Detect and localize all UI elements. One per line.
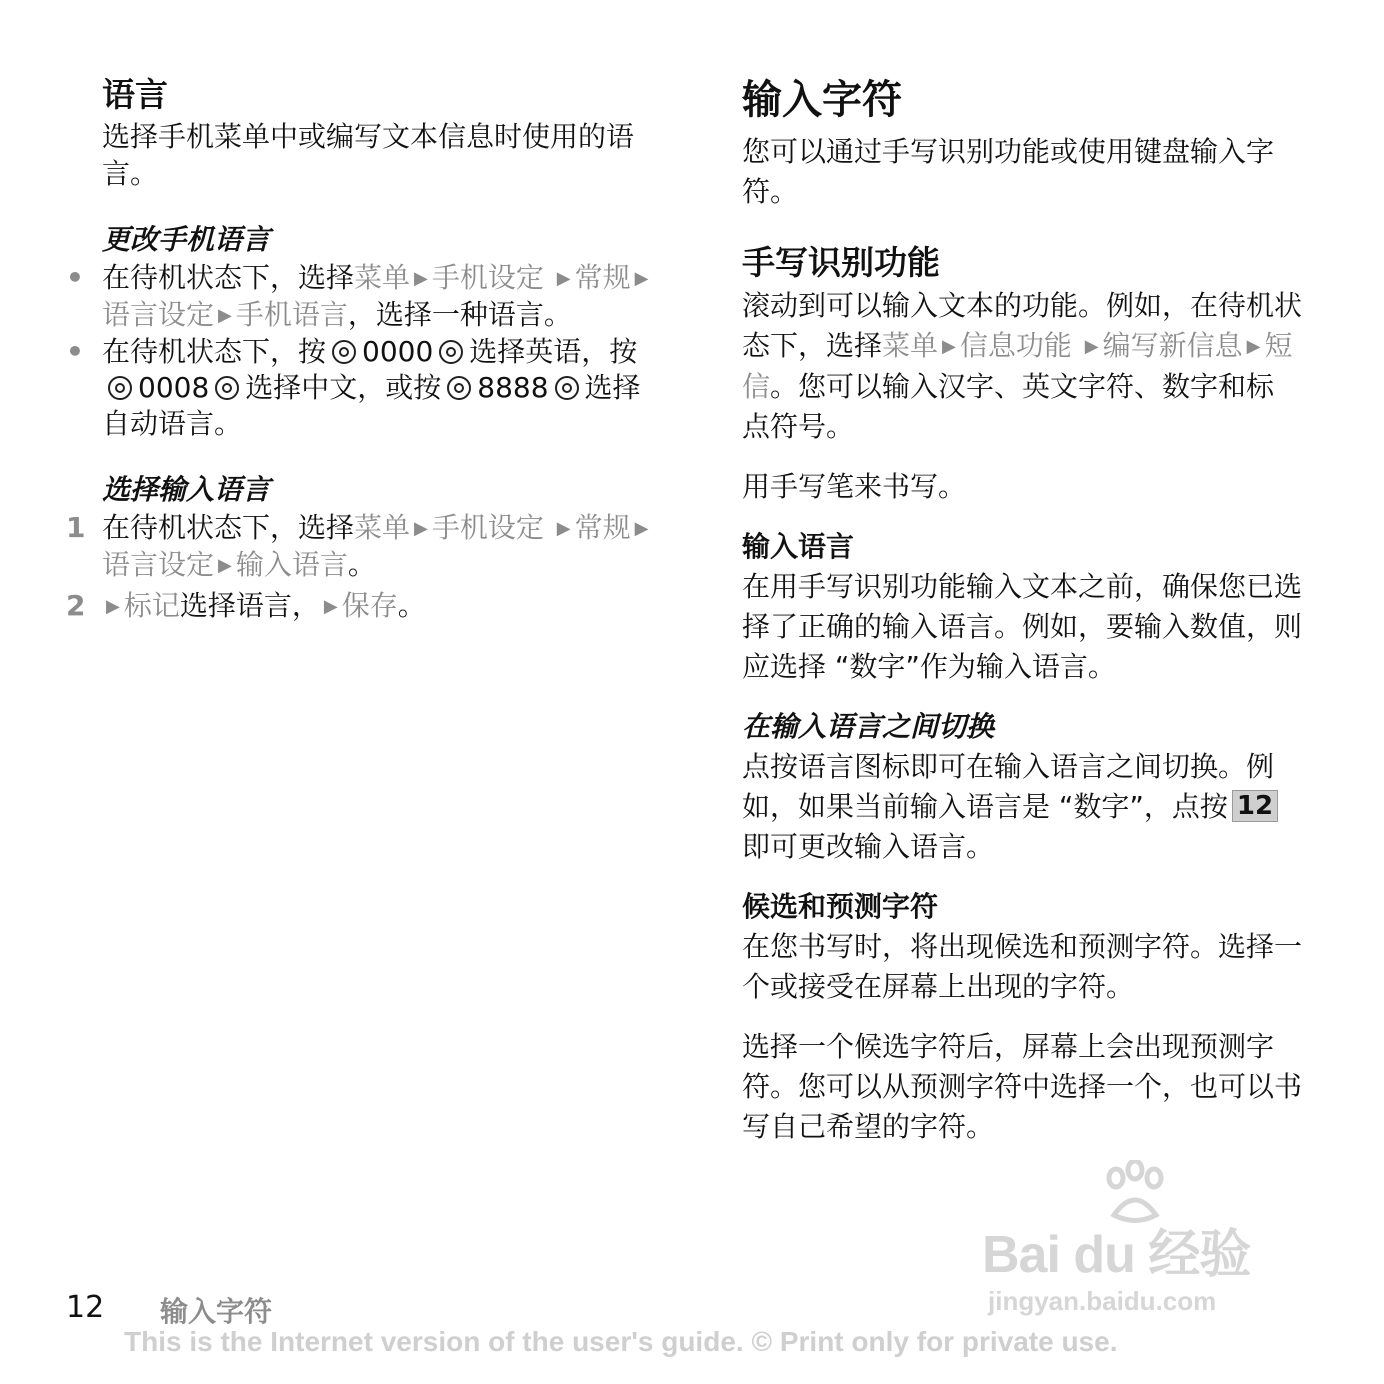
watermark-url: jingyan.baidu.com bbox=[988, 1286, 1217, 1316]
menu-path-item: 手机设定 bbox=[431, 261, 544, 294]
bullet-icon: • bbox=[66, 335, 84, 368]
menu-path-item: 短信 bbox=[742, 329, 1293, 403]
baidu-watermark bbox=[982, 1160, 1312, 1320]
navigation-key-icon bbox=[108, 376, 132, 400]
menu-path-item: 手机设定 bbox=[431, 511, 544, 544]
page-number: 12 bbox=[66, 1290, 105, 1325]
navigation-key-icon bbox=[555, 376, 579, 400]
arrow-right-icon: ▶ bbox=[106, 596, 120, 617]
candidate-paragraph-2: 选择一个候选字符后，屏幕上会出现预测字符。您可以从预测字符中选择一个，也可以书写自己希望的字符。 bbox=[742, 1030, 1303, 1143]
step-number: 2 bbox=[66, 589, 86, 622]
navigation-key-icon bbox=[439, 340, 463, 364]
input-language-title: 输入语言 bbox=[742, 530, 855, 563]
watermark-logo-text: Bai du 经验 bbox=[982, 1226, 1251, 1284]
list-item: • 在待机状态下，选择菜单 ▶ 手机设定 ▶ 常规 ▶语言设定 ▶ 手机语言，选择一种语言。 bbox=[66, 261, 649, 331]
navigation-key-icon bbox=[215, 376, 239, 400]
navigation-key-icon bbox=[447, 376, 471, 400]
arrow-right-icon: ▶ bbox=[414, 268, 428, 289]
subsection-title-input-language: 选择输入语言 bbox=[102, 473, 271, 506]
left-column bbox=[66, 72, 662, 625]
menu-path-item: 菜单 bbox=[354, 511, 411, 544]
menu-path-item: 标记 bbox=[123, 589, 180, 622]
list-item: • 在待机状态下，按 0000 选择英语，按0008 选择中文，或按 8888 选择自动语言。 bbox=[66, 335, 641, 440]
menu-path-item: 语言设定 bbox=[102, 298, 215, 331]
right-column bbox=[742, 72, 1302, 1147]
title-intro: 您可以通过手写识别功能或使用键盘输入字符。 bbox=[742, 135, 1275, 208]
step-number: 1 bbox=[66, 511, 86, 544]
arrow-right-icon: ▶ bbox=[218, 555, 232, 576]
arrow-right-icon: ▶ bbox=[556, 268, 571, 289]
footer-chapter-title: 输入字符 bbox=[160, 1295, 273, 1328]
menu-path-item: 常规 bbox=[574, 511, 631, 544]
arrow-right-icon: ▶ bbox=[323, 596, 338, 617]
handwriting-paragraph: 滚动到可以输入文本的功能。例如，在待机状态下，选择菜单 ▶ 信息功能 ▶ 编写新信息 ▶ 短信。您可以输入汉字、英文字符、数字和标点符号。 bbox=[742, 289, 1303, 443]
menu-path-item: 菜单 bbox=[354, 261, 411, 294]
input-language-paragraph: 在用手写识别功能输入文本之前，确保您已选择了正确的输入语言。例如，要输入数值，则应选择 “数字”作为输入语言。 bbox=[742, 570, 1303, 683]
menu-path-item: 输入语言 bbox=[235, 548, 348, 581]
list-item: 2 ▶ 标记选择语言， ▶ 保存。 bbox=[66, 589, 426, 622]
arrow-right-icon: ▶ bbox=[556, 518, 571, 539]
section-title: 语言 bbox=[102, 75, 168, 114]
bullet-icon: • bbox=[66, 261, 84, 294]
footer-disclaimer: This is the Internet version of the user's guide. © Print only for private use. bbox=[124, 1326, 1118, 1357]
menu-path-item: 语言设定 bbox=[102, 548, 215, 581]
arrow-right-icon: ▶ bbox=[414, 518, 428, 539]
candidate-paragraph-1: 在您书写时，将出现候选和预测字符。选择一个或接受在屏幕上出现的字符。 bbox=[742, 930, 1303, 1003]
switch-language-title: 在输入语言之间切换 bbox=[742, 710, 995, 743]
numbered-list bbox=[66, 510, 662, 625]
arrow-right-icon: ▶ bbox=[1246, 336, 1261, 357]
handwriting-title: 手写识别功能 bbox=[742, 243, 940, 282]
candidate-title: 候选和预测字符 bbox=[742, 890, 939, 923]
arrow-right-icon: ▶ bbox=[218, 305, 232, 326]
arrow-right-icon: ▶ bbox=[1084, 336, 1099, 357]
list-item: 1 在待机状态下，选择菜单 ▶ 手机设定 ▶ 常规 ▶语言设定 ▶ 输入语言。 bbox=[66, 511, 649, 581]
arrow-right-icon: ▶ bbox=[634, 518, 649, 539]
menu-path-item: 信息功能 bbox=[959, 329, 1072, 362]
menu-path-item: 编写新信息 bbox=[1102, 329, 1243, 362]
stylus-paragraph: 用手写笔来书写。 bbox=[742, 470, 967, 503]
subsection-title-change-language: 更改手机语言 bbox=[102, 223, 271, 256]
switch-language-paragraph: 点按语言图标即可在输入语言之间切换。例如，如果当前输入语言是 “数字”，点按 12即可更改输入语言。 bbox=[742, 747, 1302, 867]
language-key-icon: 12 bbox=[1232, 790, 1278, 822]
menu-path-item: 常规 bbox=[574, 261, 631, 294]
section-intro: 选择手机菜单中或编写文本信息时使用的语言。 bbox=[102, 120, 635, 190]
menu-path-item: 菜单 bbox=[882, 329, 939, 362]
page-title: 输入字符 bbox=[742, 77, 902, 123]
arrow-right-icon: ▶ bbox=[942, 336, 956, 357]
bullet-list bbox=[66, 260, 662, 442]
menu-path-item: 保存 bbox=[341, 589, 398, 622]
menu-path-item: 手机语言 bbox=[235, 298, 348, 331]
navigation-key-icon bbox=[332, 340, 356, 364]
arrow-right-icon: ▶ bbox=[634, 268, 649, 289]
